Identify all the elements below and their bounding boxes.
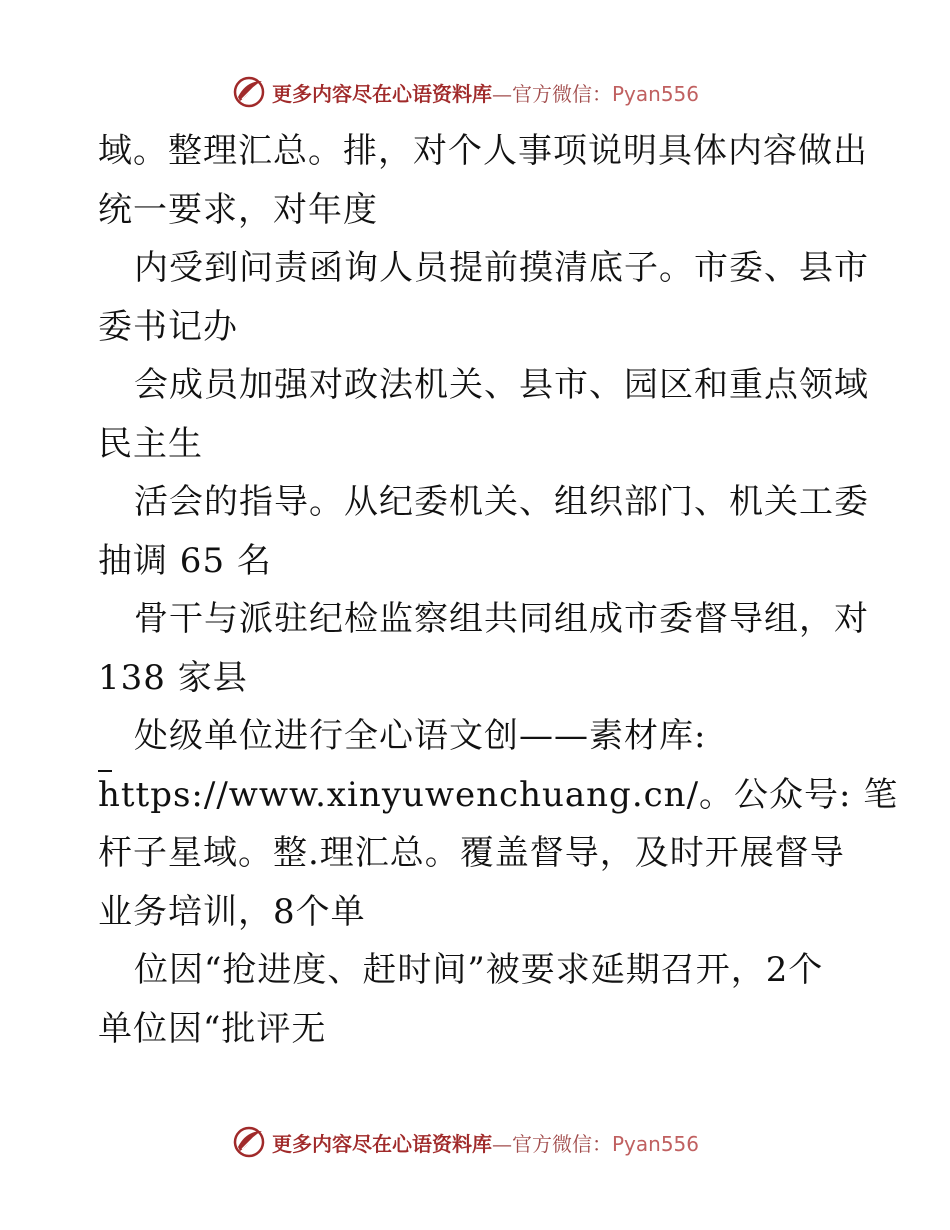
watermark-wechat-label: —官方微信： <box>492 81 612 106</box>
document-body <box>98 122 899 1058</box>
text-line: 138 家县 <box>98 657 248 698</box>
margin-mark <box>98 770 112 772</box>
watermark-site: 更多内容尽在心语资料库 <box>272 1131 492 1156</box>
text-line: 业务培训，8个单 <box>98 891 366 932</box>
text-line: 单位因“批评无 <box>98 1008 327 1049</box>
watermark-text <box>272 78 699 107</box>
text-line: 骨干与派驻纪检监察组共同组成市委督导组，对 <box>134 599 869 639</box>
text-line: 位因“抢进度、赶时间”被要求延期召开，2个 <box>134 950 824 990</box>
watermark-text <box>272 1128 699 1157</box>
text-line: 活会的指导。从纪委机关、组织部门、机关工委 <box>134 482 869 522</box>
text-line: 会成员加强对政法机关、县市、园区和重点领域 <box>134 365 869 405</box>
watermark-site: 更多内容尽在心语资料库 <box>272 81 492 106</box>
text-line: 杆子星域。整.理汇总。覆盖督导，及时开展督导 <box>98 833 845 873</box>
text-line: 处级单位进行全心语文创——素材库: <box>134 716 707 756</box>
watermark-wechat-id: Pyan556 <box>612 1131 700 1156</box>
text-line: 抽调 65 名 <box>98 540 272 581</box>
text-line: 内受到问责函询人员提前摸清底子。市委、县市 <box>134 248 869 288</box>
text-line: 域。整理汇总。排，对个人事项说明具体内容做出 <box>98 131 868 171</box>
quill-logo-icon <box>232 1125 266 1159</box>
text-line: 统一要求，对年度 <box>98 189 378 230</box>
text-line: https://www.xinyuwenchuang.cn/。公众号: 笔 <box>98 774 899 815</box>
footer-watermark <box>232 1122 712 1162</box>
watermark-wechat-id: Pyan556 <box>612 81 700 106</box>
text-line: 委书记办 <box>98 306 238 347</box>
text-line: 民主生 <box>98 423 203 464</box>
quill-logo-icon <box>232 75 266 109</box>
header-watermark <box>232 72 712 112</box>
watermark-wechat-label: —官方微信： <box>492 1131 612 1156</box>
